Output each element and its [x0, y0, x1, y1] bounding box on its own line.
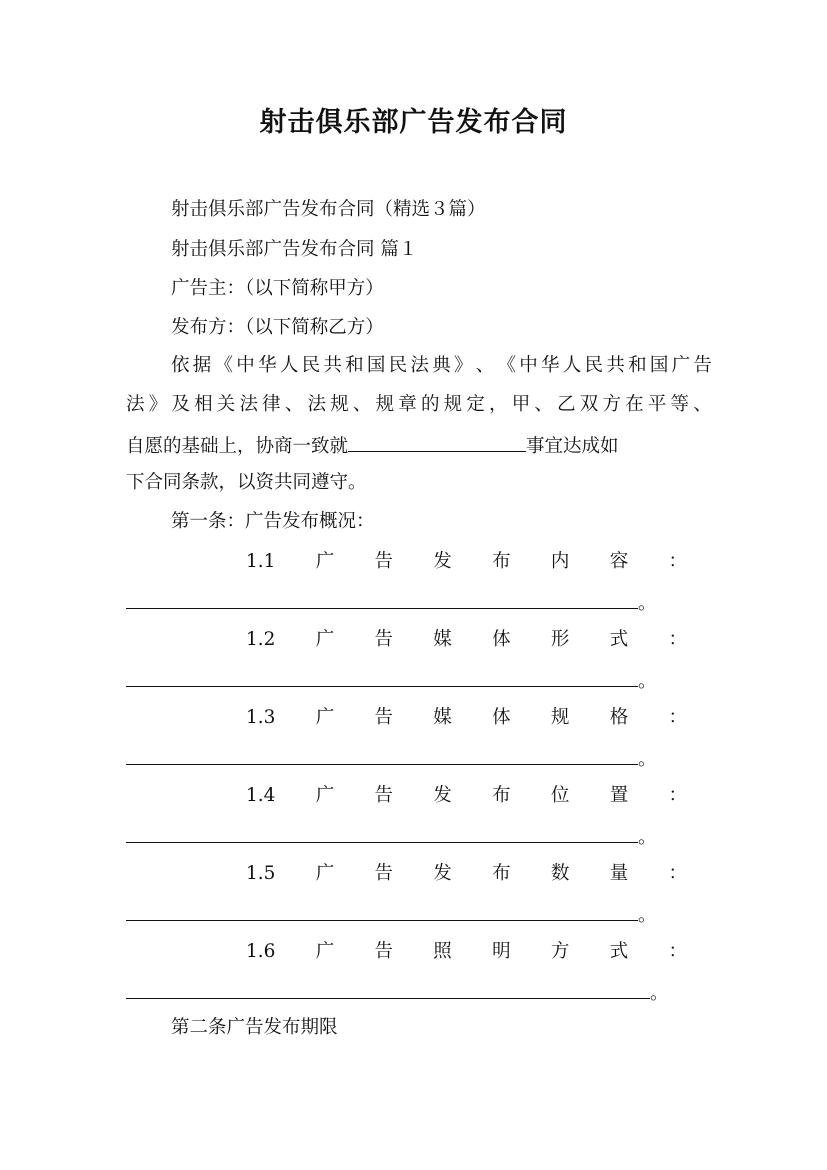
preamble-line-2-char: 及: [171, 394, 190, 415]
item-label-char: 照: [433, 941, 452, 962]
item-label-char: 布: [492, 785, 511, 806]
preamble-line-2-char: 在: [625, 394, 644, 415]
item-label-char: 广: [315, 707, 335, 728]
item-label-char: 明: [492, 941, 511, 962]
preamble-line-1-char: 《: [497, 355, 516, 376]
preamble-line-1-char: 告: [693, 355, 712, 376]
preamble-line-2-char: 相: [194, 394, 213, 415]
preamble-line-2-char: 》: [148, 394, 168, 415]
item-fill-row: [126, 978, 669, 1004]
item-label-char: 布: [492, 551, 511, 572]
party-b-line: 发布方：（以下简称乙方）: [171, 317, 384, 338]
item-label-char: 置: [609, 785, 629, 806]
item-label-char: 体: [492, 629, 511, 650]
preamble-line-2-char: 规: [375, 394, 395, 415]
preamble-line-1-char: 、: [475, 355, 495, 376]
item-label-char: 量: [609, 863, 629, 884]
preamble-line-1-char: 国: [649, 355, 669, 376]
item-label-row: [246, 861, 687, 887]
preamble-line-1-char: 华: [258, 355, 277, 376]
preamble-line-1-char: 广: [671, 355, 691, 376]
preamble-line-2-char: 、: [534, 394, 553, 415]
item-label-char: 形: [550, 629, 570, 650]
item-label-char: 方: [550, 941, 570, 962]
preamble-line-1-char: 国: [366, 355, 386, 376]
item-period: 。: [650, 983, 669, 1004]
item-fill-blank: [126, 900, 638, 921]
preamble-line-2: [126, 392, 712, 418]
item-label-char: 媒: [433, 707, 452, 728]
preamble-line-1-char: 中: [519, 355, 538, 376]
item-colon: ：: [668, 629, 687, 650]
item-colon: ：: [668, 707, 687, 728]
item-label-char: 告: [374, 863, 394, 884]
item-label-char: 告: [374, 629, 394, 650]
preamble-line-2-char: 法: [126, 394, 145, 415]
preamble-line-2-char: 、: [693, 394, 712, 415]
preamble-line-1-char: 共: [323, 355, 342, 376]
preamble-line-2-char: 乙: [557, 394, 576, 415]
preamble-line-1-char: 和: [628, 355, 647, 376]
item-fill-blank: [126, 978, 650, 999]
preamble-line-2-char: 的: [420, 394, 440, 415]
item-label-char: 式: [609, 941, 629, 962]
preamble-line-1-char: 华: [541, 355, 560, 376]
preamble-line-2-char: 律: [262, 394, 281, 415]
article-1-heading: 第一条：广告发布概况：: [171, 511, 375, 532]
preamble-line-2-char: 双: [579, 394, 599, 415]
preamble-line-2-char: 章: [398, 394, 417, 415]
preamble-line-1-char: 《: [214, 355, 234, 376]
preamble-line-1-char: 民: [301, 355, 321, 376]
preamble-line-2-char: ，: [489, 394, 508, 415]
item-period: 。: [638, 671, 657, 692]
item-label-char: 格: [609, 707, 629, 728]
preamble-line-4: 下合同条款，以资共同遵守。: [126, 472, 367, 493]
preamble-line-1-char: 法: [410, 355, 429, 376]
preamble-line-1-char: 人: [279, 355, 299, 376]
preamble-line-2-char: 关: [216, 394, 236, 415]
preamble-line-2-char: 、: [284, 394, 304, 415]
item-fill-blank: [126, 744, 638, 765]
party-a-line: 广告主：（以下简称甲方）: [171, 278, 384, 299]
preamble-line-1-char: 依: [171, 355, 190, 376]
preamble-line-2-char: 规: [330, 394, 349, 415]
item-label-char: 内: [550, 551, 570, 572]
preamble-line-1-char: 典: [432, 355, 451, 376]
article-2-heading: 第二条广告发布期限: [171, 1017, 338, 1038]
item-period: 。: [638, 749, 657, 770]
preamble-line-2-char: 法: [307, 394, 327, 415]
item-fill-blank: [126, 588, 638, 609]
preamble-line-1-char: 》: [453, 355, 473, 376]
preamble-line-1-char: 和: [345, 355, 364, 376]
item-label-char: 广: [315, 785, 335, 806]
item-label-char: 广: [315, 551, 335, 572]
preamble-line-1-char: 民: [388, 355, 408, 376]
preamble-line-2-char: 等: [670, 394, 690, 415]
preamble-line-2-char: 平: [647, 394, 667, 415]
item-label-row: [246, 783, 687, 809]
item-label-char: 告: [374, 551, 394, 572]
preamble-line-3-end: 事宜达成如: [526, 436, 619, 457]
preamble-line-3-start: 自愿的基础上，协商一致就: [126, 436, 349, 457]
item-period: 。: [638, 905, 657, 926]
item-colon: ：: [668, 941, 687, 962]
preamble-line-1-char: 共: [606, 355, 625, 376]
item-label-char: 布: [492, 863, 511, 884]
preamble-line-2-char: 甲: [511, 394, 531, 415]
item-period: 。: [638, 827, 657, 848]
item-colon: ：: [668, 785, 687, 806]
preamble-line-2-char: 方: [602, 394, 621, 415]
item-label-char: 媒: [433, 629, 452, 650]
item-fill-row: [126, 822, 657, 848]
item-label-char: 式: [609, 629, 629, 650]
preamble-line-2-char: 法: [239, 394, 258, 415]
document-title: 射击俱乐部广告发布合同: [259, 107, 568, 138]
item-label-row: [246, 705, 687, 731]
item-fill-row: [126, 666, 657, 692]
item-label-char: 发: [433, 785, 452, 806]
item-colon: ：: [668, 863, 687, 884]
preamble-line-1-char: 人: [562, 355, 582, 376]
item-label-char: 位: [550, 785, 570, 806]
item-label-row: [246, 939, 687, 965]
item-label-char: 广: [315, 941, 335, 962]
item-label-char: 数: [550, 863, 570, 884]
preamble-line-3: [126, 431, 619, 460]
item-number: 1.1: [246, 551, 276, 572]
preamble-line-1-char: 中: [236, 355, 255, 376]
item-label-row: [246, 549, 687, 575]
item-label-char: 告: [374, 707, 394, 728]
item-label-char: 广: [315, 629, 335, 650]
preamble-line-1: [171, 353, 712, 379]
item-label-char: 体: [492, 707, 511, 728]
item-fill-row: [126, 900, 657, 926]
item-label-row: [246, 627, 687, 653]
item-label-char: 容: [609, 551, 629, 572]
item-label-char: 发: [433, 551, 452, 572]
item-colon: ：: [668, 551, 687, 572]
preamble-line-2-char: 、: [352, 394, 372, 415]
item-label-char: 告: [374, 941, 394, 962]
item-number: 1.3: [246, 707, 276, 728]
item-fill-row: [126, 588, 657, 614]
preamble-line-1-char: 民: [584, 355, 604, 376]
item-label-char: 规: [550, 707, 570, 728]
item-number: 1.2: [246, 629, 276, 650]
section-heading: 射击俱乐部广告发布合同 篇１: [171, 239, 418, 260]
item-fill-blank: [126, 666, 638, 687]
item-fill-blank: [126, 822, 638, 843]
item-number: 1.6: [246, 941, 276, 962]
document-subtitle: 射击俱乐部广告发布合同（精选３篇）: [171, 199, 486, 220]
preamble-line-2-char: 规: [443, 394, 463, 415]
item-label-char: 告: [374, 785, 394, 806]
preamble-line-2-char: 定: [466, 394, 485, 415]
item-number: 1.4: [246, 785, 276, 806]
item-label-char: 发: [433, 863, 452, 884]
item-label-char: 广: [315, 863, 335, 884]
subject-blank: [348, 431, 526, 452]
item-period: 。: [638, 593, 657, 614]
item-fill-row: [126, 744, 657, 770]
preamble-line-1-char: 据: [192, 355, 212, 376]
item-number: 1.5: [246, 863, 276, 884]
